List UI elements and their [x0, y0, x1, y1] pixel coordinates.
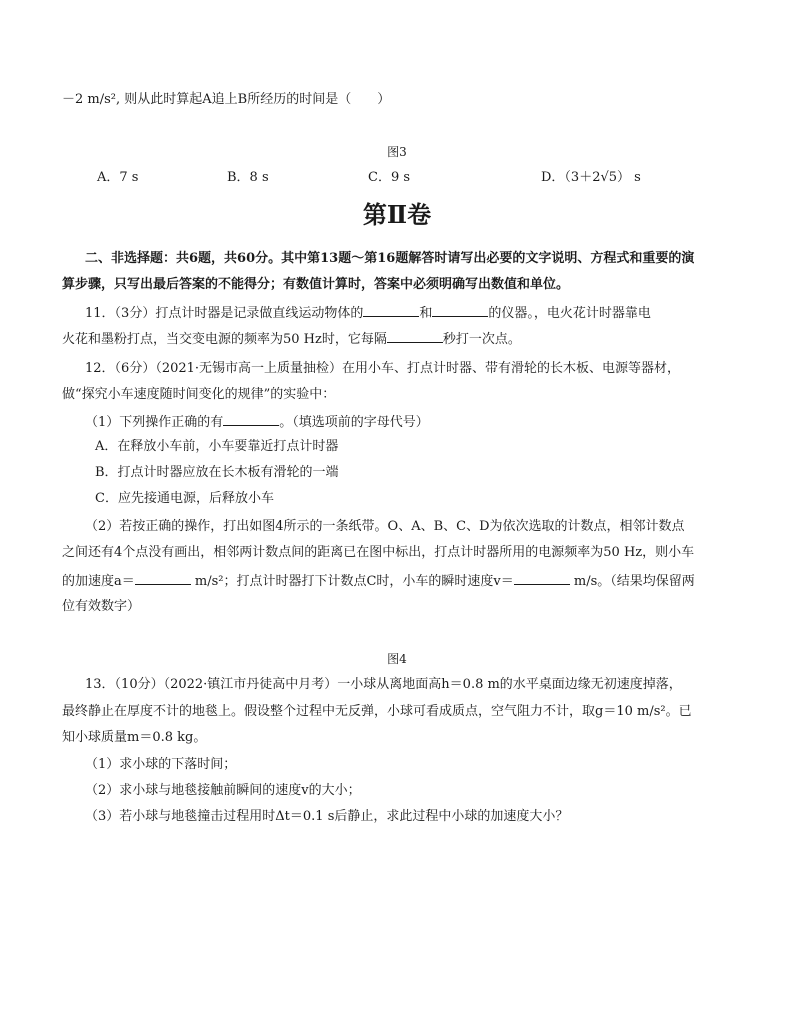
q12-line-2: 做“探究小车速度随时间变化的规律”的实验中： [62, 387, 336, 402]
q13-line-1: 13．（10分）（2022·镇江市丹徒高中月考）一小球从离地面高h＝0.8 m的水平桌面边缘无初速度掉落， [85, 677, 682, 692]
q12-sub1-text-b: 。（填选项前的字母代号） [279, 415, 429, 430]
figure-3-caption: 图3 [387, 145, 407, 159]
q12-sub2-line-1: （2）若按正确的操作，打出如图4所示的一条纸带。O、A、B、C、D为依次选取的计数点，相邻计数点 [85, 519, 685, 534]
q12-blank-2[interactable] [135, 571, 191, 585]
q11-text-4: 火花和墨粉打点，当交变电源的频率为50 Hz时，它每隔 [62, 332, 387, 347]
q11-text-2: 和 [419, 306, 433, 321]
q10-option-d: D．（3＋2√5） s [541, 170, 641, 185]
section-instructions-line-1: 二、非选择题：共6题，共60分。其中第13题～第16题解答时请写出必要的文字说明、方程式和重要的演 [85, 251, 695, 266]
q11-text-5: 秒打一次点。 [442, 332, 521, 347]
q12-sub1 [85, 412, 429, 432]
section-title: 第Ⅱ卷 [362, 200, 432, 229]
q12-sub2-line-4: 位有效数字） [62, 599, 141, 614]
q11-text-1: 11．（3分）打点计时器是记录做直线运动物体的 [85, 306, 364, 321]
q12-blank-1[interactable] [223, 412, 279, 426]
q13-sub-2: （2）求小球与地毯接触前瞬间的速度v的大小； [85, 783, 361, 798]
q11-blank-3[interactable] [387, 329, 443, 343]
q13-sub-3: （3）若小球与地毯撞击过程用时Δt＝0.1 s后静止，求此过程中小球的加速度大小？ [85, 809, 569, 824]
q10-stem-tail: －2 m/s², 则从此时算起A追上B所经历的时间是（ ） [62, 92, 391, 107]
q12-option-a: A．在释放小车前，小车要靠近打点计时器 [95, 439, 339, 454]
q12-blank-3[interactable] [514, 571, 570, 585]
q12-sub2-text-b: m/s²；打点计时器打下计数点C时，小车的瞬时速度v＝ [190, 574, 514, 589]
figure-4-caption: 图4 [387, 652, 407, 666]
q11-blank-1[interactable] [363, 303, 419, 317]
q11-line-2 [62, 329, 521, 349]
q11-blank-2[interactable] [432, 303, 488, 317]
q10-option-b: B．8 s [227, 170, 269, 185]
q12-option-c: C．应先接通电源，后释放小车 [95, 491, 274, 506]
section-instructions-line-2: 算步骤，只写出最后答案的不能得分；有数值计算时，答案中必须明确写出数值和单位。 [62, 277, 570, 292]
q13-line-3: 知小球质量m＝0.8 kg。 [62, 730, 207, 745]
q12-sub2-line-3 [62, 571, 695, 591]
q10-option-a: A．7 s [97, 170, 139, 185]
q12-sub2-line-2: 之间还有4个点没有画出，相邻两计数点间的距离已在图中标出，打点计时器所用的电源频率为50 Hz，则小车 [62, 545, 695, 560]
q12-sub2-text-a: 的加速度a＝ [62, 574, 135, 589]
q12-line-1: 12．（6分）（2021·无锡市高一上质量抽检）在用小车、打点计时器、带有滑轮的长木板、电源等器材， [85, 361, 681, 376]
q11-line-1 [85, 303, 651, 323]
q12-sub2-text-c: m/s。（结果均保留两 [569, 574, 695, 589]
q10-option-c: C．9 s [368, 170, 411, 185]
q13-line-2: 最终静止在厚度不计的地毯上。假设整个过程中无反弹，小球可看成质点，空气阻力不计，取g＝10 m/s²。已 [62, 704, 692, 719]
q12-sub1-text-a: （1）下列操作正确的有 [85, 415, 224, 430]
q11-text-3: 的仪器。，电火花计时器靠电 [488, 306, 651, 321]
q13-sub-1: （1）求小球的下落时间； [85, 757, 237, 772]
q12-option-b: B．打点计时器应放在长木板有滑轮的一端 [95, 465, 339, 480]
